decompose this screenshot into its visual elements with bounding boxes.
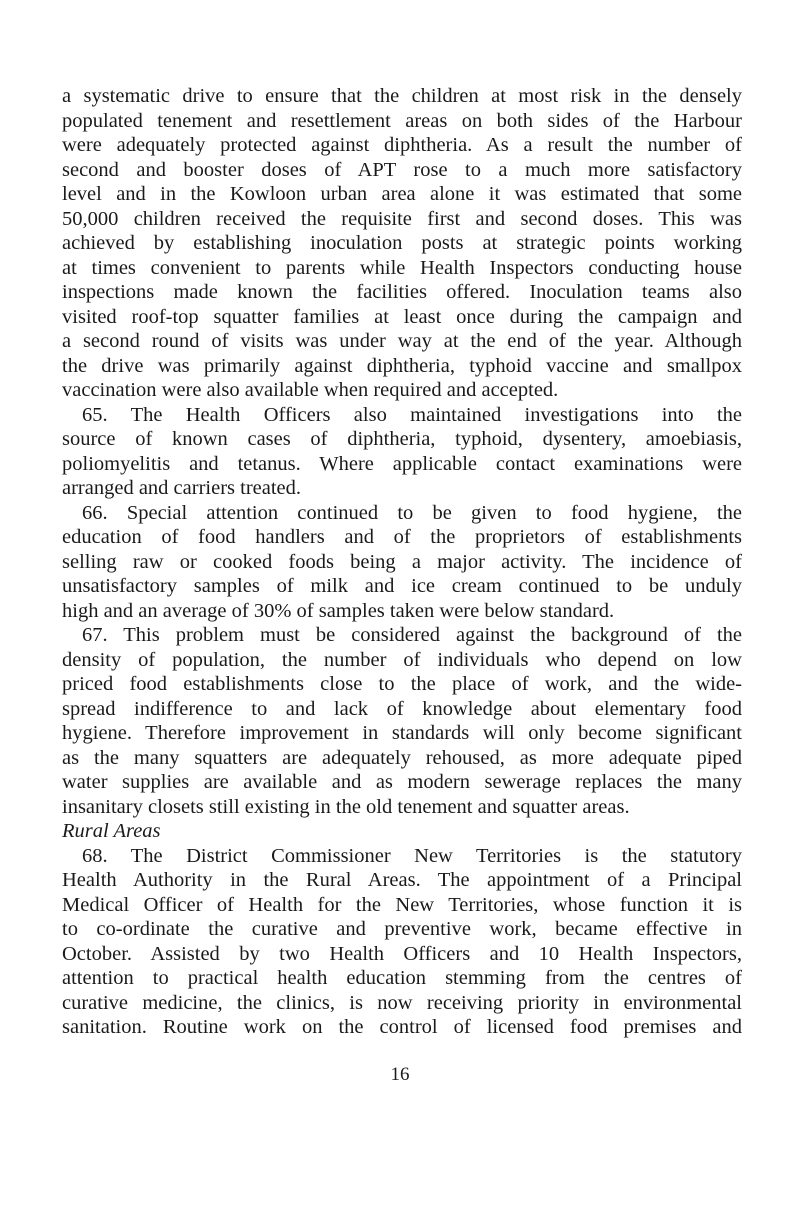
text-line: a second round of visits was under way at the end of the year. Although (62, 330, 742, 352)
text-line: second and booster doses of APT rose to a much more satisfactory (62, 158, 742, 181)
paragraph (62, 501, 742, 624)
text-line: Medical Officer of Health for the New Territories, whose function it is (62, 893, 742, 916)
text-line: density of population, the number of individuals who depend on low (62, 648, 742, 671)
text-line: unsatisfactory samples of milk and ice cream continued to be unduly (62, 575, 742, 597)
text-line: source of known cases of diphtheria, typhoid, dysentery, amoebiasis, (62, 428, 742, 450)
text-line: poliomyelitis and tetanus. Where applicable contact examinations were (62, 452, 742, 475)
text-line: a systematic drive to ensure that the children at most risk in the densely (62, 85, 742, 107)
text-line: attention to practical health education stemming from the centres of (62, 967, 742, 989)
text-line: at times convenient to parents while Health Inspectors conducting house (62, 256, 742, 279)
paragraph (62, 844, 742, 1040)
text-line: were adequately protected against diphtheria. As a result the number of (62, 134, 742, 156)
text-line: the drive was primarily against diphtheria, typhoid vaccine and smallpox (62, 354, 742, 377)
text-line: October. Assisted by two Health Officers and 10 Health Inspectors, (62, 942, 742, 965)
text-line: populated tenement and resettlement areas on both sides of the Harbour (62, 109, 742, 132)
text-line: sanitation. Routine work on the control of licensed food premises and (62, 1016, 742, 1038)
text-line: spread indifference to and lack of knowledge about elementary food (62, 697, 742, 720)
paragraph (62, 84, 742, 403)
text-line: vaccination were also available when required and accepted. (62, 379, 559, 401)
text-line: insanitary closets still existing in the old tenement and squatter areas. (62, 795, 630, 818)
page-body (62, 84, 742, 1040)
text-line: achieved by establishing inoculation posts at strategic points working (62, 232, 742, 254)
paragraph (62, 403, 742, 501)
text-line: 50,000 children received the requisite first and second doses. This was (62, 207, 742, 230)
text-line: level and in the Kowloon urban area alone it was estimated that some (62, 183, 742, 205)
page-number: 16 (390, 1064, 410, 1085)
text-line: water supplies are available and as modern sewerage replaces the many (62, 771, 742, 793)
text-line: to co-ordinate the curative and preventive work, became effective in (62, 918, 742, 940)
text-line: 67. This problem must be considered against the background of the (82, 624, 742, 646)
text-line: as the many squatters are adequately rehoused, as more adequate piped (62, 746, 742, 769)
paragraph (62, 623, 742, 819)
text-line: visited roof-top squatter families at least once during the campaign and (62, 305, 742, 328)
text-line: Health Authority in the Rural Areas. The appointment of a Principal (62, 869, 742, 891)
section-heading: Rural Areas (62, 820, 161, 842)
text-line: high and an average of 30% of samples taken were below standard. (62, 599, 615, 622)
text-line: education of food handlers and of the proprietors of establishments (62, 526, 742, 548)
text-line: selling raw or cooked foods being a major activity. The incidence of (62, 550, 742, 573)
text-line: inspections made known the facilities offered. Inoculation teams also (62, 281, 742, 303)
text-line: priced food establishments close to the place of work, and the wide- (62, 673, 742, 695)
text-line: 68. The District Commissioner New Territories is the statutory (82, 844, 742, 867)
text-line: curative medicine, the clinics, is now receiving priority in environmental (62, 991, 742, 1014)
text-line: arranged and carriers treated. (62, 477, 302, 499)
text-line: hygiene. Therefore improvement in standards will only become significant (62, 722, 742, 744)
text-line: 65. The Health Officers also maintained investigations into the (82, 403, 742, 426)
text-line: 66. Special attention continued to be given to food hygiene, the (82, 501, 742, 524)
